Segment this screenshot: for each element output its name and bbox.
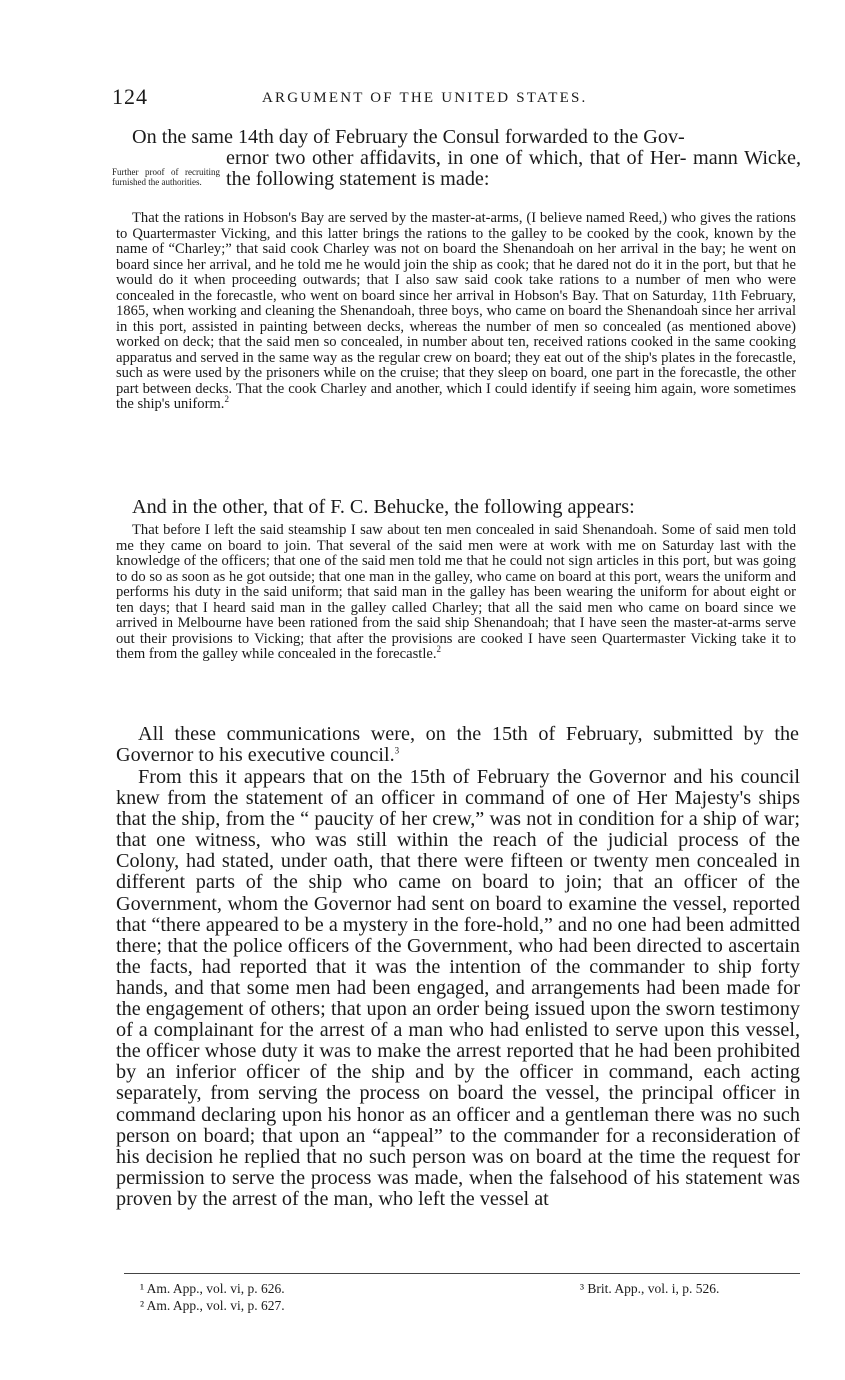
communications-text: All these communications were, on the 15th of February, submitted by the Governor to his executive council.: [116, 723, 799, 767]
footnote-divider: [124, 1273, 800, 1274]
affidavit-quote-behucke: [116, 523, 796, 663]
running-head: ARGUMENT OF THE UNITED STATES.: [262, 90, 588, 106]
communications-paragraph: [116, 724, 799, 766]
intro-first-line: On the same 14th day of February the Consul forwarded to the Gov-: [132, 126, 685, 148]
quote-wicke-text: That the rations in Hobson's Bay are served by the master-at-arms, (I believe named Reed,) who gives the rations to Quartermaster Vicking, and this latter brings the rations to the galley to be cooked by the cook, known by the name of “Charley;” that said cook Charley was not on board the Shenandoah on her arrival in the bay; he went on board since her arrival, and he told me he would join the ship as cook; that he dared not do it in the port, but that he would do it when proceeding outwards; that I also saw said cook take rations to a number of men who were concealed in the forecastle, who went on board since her arrival in Hobson's Bay. That on Saturday, 11th February, 1865, when working and cleaning the Shenandoah, three boys, who came on board the Shenandoah since her arrival in this port, assisted in painting between decks, whereas the number of men so concealed (as mentioned above) worked on deck; that the said men so concealed, in number about ten, received rations cooked in the same cooking apparatus and served in the same way as the regular crew on board; they eat out of the ship's plates in the forecastle, such as were used by the prisoners while on the cruise; that they sleep on board, one part in the forecastle, the other part between decks. That the cook Charley and another, which I could identify if seeing him again, wore sometimes the ship's uniform.: [116, 210, 796, 412]
from-this-paragraph: From this it appears that on the 15th of February the Governor and his council knew from the statement of an officer in command of one of Her Majesty's ships that the ship, from the “ paucity of her crew,” was not in condition for a ship of war; that one witness, who was still within the reach of the judicial process of the Colony, had stated, under oath, that there were fifteen or twenty men concealed in different parts of the ship who came on board to join; that an officer of the Government, whom the Governor had sent on board to examine the vessel, reported that “there appeared to be a mystery in the fore-hold,” and no one had been admitted there; that the police officers of the Government, who had been directed to ascertain the facts, had reported that it was the intention of the commander to ship forty hands, and that some men had been engaged, and arrangements had been made for the engagement of others; that upon an order being issued upon the sworn testimony of a complainant for the arrest of a man who had enlisted to serve upon this vessel, the officer whose duty it was to make the arrest reported that he had been prohibited by an inferior officer of the ship and by the officer in command, each acting separately, from serving the process on board the vessel, the principal officer in command declaring upon his honor as an officer and a gentleman there was no such person on board; that upon an “appeal” to the commander for a reconsideration of his decision he replied that no such person was on board at the time the request for permission to serve the process was made, when the falsehood of his statement was proven by the arrest of the man, who left the vessel at: [116, 766, 800, 1210]
margin-note: Further proof of recruiting furnished the authorities.: [112, 167, 220, 187]
footnote-3: ³ Brit. App., vol. i, p. 526.: [580, 1281, 720, 1296]
page-header: [112, 84, 812, 112]
affidavit-quote-wicke: [116, 211, 796, 413]
page-number: 124: [112, 84, 148, 109]
intro-paragraph: [116, 127, 801, 190]
intro-continuation: ernor two other affidavits, in one of which, that of Her- mann Wicke, the following statement is made:: [226, 147, 801, 191]
footnote-1: ¹ Am. App., vol. vi, p. 626.: [140, 1281, 285, 1296]
quote-behucke-text: That before I left the said steamship I saw about ten men concealed in said Shenandoah. Some of said men told me they came on board to join. That several of the said men were at work with me on Saturday last with the knowledge of the officers; that one of the said men told me that he could not sign articles in this port, but was going to do so as soon as he got outside; that one man in the galley, who came on board at this port, wears the uniform and performs his duty in the said uniform; that said man in the galley has been wearing the uniform for about eight or ten days; that I heard said man in the galley called Charley; that all the said men who came on board since we arrived in Melbourne have been rationed from the said ship Shenandoah; that I have seen the master-at-arms serve out their provisions to Vicking; that after the provisions are cooked I have seen Quartermaster Vicking take it to them from the galley while concealed in the forecastle.: [116, 522, 796, 662]
footnote-ref: 2: [224, 394, 229, 405]
footnote-ref: 2: [436, 644, 442, 655]
behucke-intro-paragraph: And in the other, that of F. C. Behucke, the following appears:: [132, 496, 635, 518]
footnote-2: ² Am. App., vol. vi, p. 627.: [140, 1298, 285, 1313]
footnote-ref: 3: [394, 745, 400, 756]
